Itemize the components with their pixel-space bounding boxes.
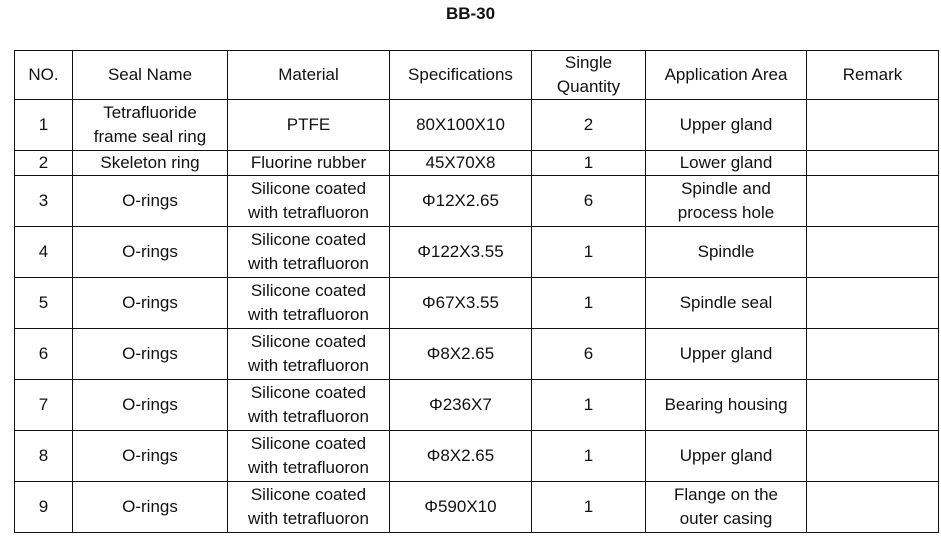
- header-remark: Remark: [807, 51, 939, 100]
- seal-list-table: [14, 50, 939, 533]
- cell-material: Silicone coated with tetrafluoron: [228, 278, 390, 329]
- cell-remark: [807, 176, 939, 227]
- cell-remark: [807, 227, 939, 278]
- table-row: [15, 431, 939, 482]
- table-row: [15, 227, 939, 278]
- cell-application-area: Spindle seal: [646, 278, 807, 329]
- cell-remark: [807, 482, 939, 533]
- table-row: [15, 176, 939, 227]
- cell-material: PTFE: [228, 100, 390, 151]
- cell-seal-name: O-rings: [73, 278, 228, 329]
- cell-seal-name: Tetrafluoride frame seal ring: [73, 100, 228, 151]
- header-no: NO.: [15, 51, 73, 100]
- cell-material: Silicone coated with tetrafluoron: [228, 482, 390, 533]
- cell-material: Fluorine rubber: [228, 151, 390, 176]
- cell-material: Silicone coated with tetrafluoron: [228, 380, 390, 431]
- cell-remark: [807, 100, 939, 151]
- table-row: [15, 278, 939, 329]
- cell-no: 8: [15, 431, 73, 482]
- cell-remark: [807, 431, 939, 482]
- cell-specifications: Φ590X10: [390, 482, 532, 533]
- cell-seal-name: O-rings: [73, 431, 228, 482]
- cell-material: Silicone coated with tetrafluoron: [228, 431, 390, 482]
- table-row: [15, 482, 939, 533]
- header-seal-name: Seal Name: [73, 51, 228, 100]
- cell-remark: [807, 151, 939, 176]
- document-title: BB-30: [445, 4, 496, 23]
- cell-quantity: 6: [532, 329, 646, 380]
- cell-remark: [807, 380, 939, 431]
- cell-quantity: 1: [532, 227, 646, 278]
- cell-specifications: Φ122X3.55: [390, 227, 532, 278]
- cell-application-area: Upper gland: [646, 329, 807, 380]
- header-single-quantity: Single Quantity: [532, 51, 646, 100]
- cell-quantity: 2: [532, 100, 646, 151]
- cell-application-area: Flange on the outer casing: [646, 482, 807, 533]
- cell-quantity: 1: [532, 482, 646, 533]
- cell-no: 2: [15, 151, 73, 176]
- cell-seal-name: O-rings: [73, 227, 228, 278]
- cell-material: Silicone coated with tetrafluoron: [228, 227, 390, 278]
- cell-material: Silicone coated with tetrafluoron: [228, 329, 390, 380]
- cell-seal-name: O-rings: [73, 176, 228, 227]
- cell-specifications: 80X100X10: [390, 100, 532, 151]
- cell-application-area: Spindle: [646, 227, 807, 278]
- cell-material: Silicone coated with tetrafluoron: [228, 176, 390, 227]
- cell-quantity: 1: [532, 278, 646, 329]
- table-header-row: [15, 51, 939, 100]
- cell-application-area: Lower gland: [646, 151, 807, 176]
- cell-specifications: Φ12X2.65: [390, 176, 532, 227]
- cell-specifications: Φ8X2.65: [390, 329, 532, 380]
- cell-seal-name: O-rings: [73, 380, 228, 431]
- cell-quantity: 6: [532, 176, 646, 227]
- cell-remark: [807, 329, 939, 380]
- cell-no: 5: [15, 278, 73, 329]
- cell-seal-name: Skeleton ring: [73, 151, 228, 176]
- cell-no: 6: [15, 329, 73, 380]
- cell-application-area: Upper gland: [646, 100, 807, 151]
- cell-specifications: Φ67X3.55: [390, 278, 532, 329]
- table-row: [15, 100, 939, 151]
- cell-no: 7: [15, 380, 73, 431]
- cell-seal-name: O-rings: [73, 482, 228, 533]
- cell-remark: [807, 278, 939, 329]
- cell-application-area: Upper gland: [646, 431, 807, 482]
- header-specifications: Specifications: [390, 51, 532, 100]
- table-row: [15, 329, 939, 380]
- cell-specifications: Φ8X2.65: [390, 431, 532, 482]
- cell-quantity: 1: [532, 380, 646, 431]
- cell-no: 1: [15, 100, 73, 151]
- cell-no: 9: [15, 482, 73, 533]
- cell-no: 3: [15, 176, 73, 227]
- cell-specifications: 45X70X8: [390, 151, 532, 176]
- cell-quantity: 1: [532, 431, 646, 482]
- table-row: [15, 151, 939, 176]
- cell-quantity: 1: [532, 151, 646, 176]
- header-material: Material: [228, 51, 390, 100]
- cell-no: 4: [15, 227, 73, 278]
- cell-application-area: Spindle and process hole: [646, 176, 807, 227]
- cell-application-area: Bearing housing: [646, 380, 807, 431]
- cell-specifications: Φ236X7: [390, 380, 532, 431]
- table-row: [15, 380, 939, 431]
- header-application-area: Application Area: [646, 51, 807, 100]
- cell-seal-name: O-rings: [73, 329, 228, 380]
